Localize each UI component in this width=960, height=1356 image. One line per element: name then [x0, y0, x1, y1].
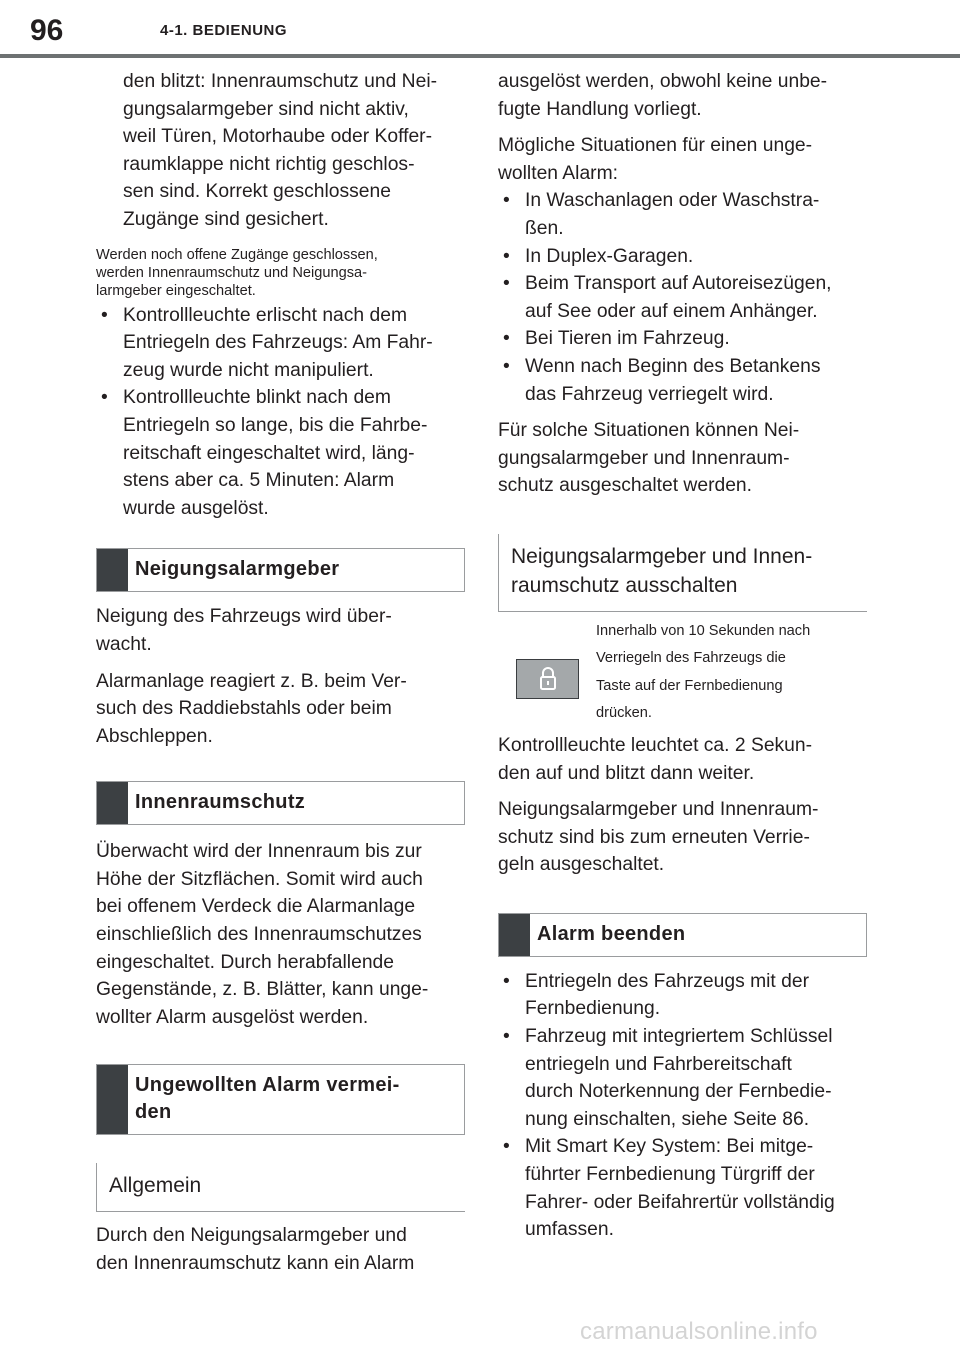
text-line: umfassen.	[525, 1219, 614, 1241]
text-line: Für solche Situationen können Nei-	[498, 420, 800, 442]
list-item	[498, 325, 870, 353]
text-line: Kontrollleuchte leuchtet ca. 2 Sekun-	[498, 734, 813, 756]
section-heading-tilt-alarm	[96, 548, 465, 592]
section-heading-avoid-alarm	[96, 1064, 465, 1135]
subsection-heading-disable	[498, 534, 867, 612]
text-line: weil Türen, Motorhaube oder Koffer-	[123, 126, 433, 148]
text-line: • Entriegeln des Fahrzeugs mit der	[525, 970, 810, 992]
section-title	[97, 1065, 464, 1134]
interior-paragraph	[96, 838, 468, 1031]
text-line: • Fahrzeug mit integriertem Schlüssel	[525, 1026, 833, 1048]
lock-instruction-text	[596, 618, 868, 728]
title-line: den	[135, 1101, 172, 1124]
list-item	[498, 1023, 870, 1133]
avoid-paragraph	[96, 1222, 468, 1277]
text-line: gungsalarmgeber sind nicht aktiv,	[123, 98, 409, 120]
text-line: schutz ausgeschaltet werden.	[498, 475, 753, 497]
intro-paragraph	[96, 68, 468, 234]
text-line: zeug wurde nicht manipuliert.	[123, 359, 374, 381]
list-item	[498, 270, 870, 325]
text-line: Abschleppen.	[96, 725, 213, 747]
list-item	[96, 302, 468, 385]
note-paragraph	[96, 246, 468, 300]
text-line: gungsalarmgeber und Innenraum-	[498, 447, 790, 469]
text-line: • Mit Smart Key System: Bei mitge-	[525, 1136, 814, 1158]
text-line: den blitzt: Innenraumschutz und Nei-	[123, 71, 438, 92]
remote-lock-button	[516, 659, 579, 699]
list-item	[498, 353, 870, 408]
text-line: Entriegeln so lange, bis die Fahrbe-	[123, 414, 428, 436]
text-line: geln ausgeschaltet.	[498, 854, 665, 876]
text-line: bei offenem Verdeck die Alarmanlage	[96, 896, 416, 918]
text-line: Mögliche Situationen für einen unge-	[498, 135, 813, 157]
left-column	[96, 68, 468, 1278]
right-paragraph-2	[498, 132, 870, 187]
watermark: carmanualsonline.info	[580, 1318, 818, 1345]
lock-icon	[539, 667, 557, 691]
text-line: fugte Handlung vorliegt.	[498, 98, 702, 120]
list-item	[498, 1133, 870, 1243]
text-line: Alarmanlage reagiert z. B. beim Ver-	[96, 670, 407, 692]
text-line: • Bei Tieren im Fahrzeug.	[525, 328, 730, 350]
text-line: Innerhalb von 10 Sekunden nach	[596, 622, 811, 639]
text-line: Entriegeln des Fahrzeugs: Am Fahr-	[123, 332, 433, 354]
text-line: Verriegeln des Fahrzeugs die	[596, 650, 786, 667]
section-bar	[97, 549, 128, 591]
section-heading-end-alarm	[498, 913, 867, 957]
text-line: such des Raddiebstahls oder beim	[96, 698, 392, 720]
text-line: den Innenraumschutz kann ein Alarm	[96, 1253, 415, 1275]
text-line: wollten Alarm:	[498, 162, 619, 184]
page-header	[0, 0, 960, 58]
title-line: Ungewollten Alarm vermei-	[135, 1074, 400, 1097]
right-column	[498, 68, 870, 1244]
text-line: entriegeln und Fahrbereitschaft	[525, 1053, 792, 1075]
text-line: Neigung des Fahrzeugs wird über-	[96, 606, 392, 628]
text-line: Neigungsalarmgeber und Innenraum-	[498, 799, 819, 821]
list-item	[498, 187, 870, 242]
text-line: Zugänge sind gesichert.	[123, 208, 329, 230]
right-paragraph-3	[498, 417, 870, 500]
text-line: Höhe der Sitzflächen. Somit wird auch	[96, 868, 423, 890]
text-line: Taste auf der Fernbedienung	[596, 677, 783, 694]
end-alarm-bullet-list	[498, 968, 870, 1244]
text-line: schutz sind bis zum erneuten Verrie-	[498, 826, 810, 848]
text-line: einschließlich des Innenraumschutzes	[96, 924, 422, 946]
text-line: • Wenn nach Beginn des Betankens	[525, 355, 821, 377]
title-line: Neigungsalarmgeber und Innen-	[511, 544, 813, 568]
text-line: wollter Alarm ausgelöst werden.	[96, 1006, 369, 1028]
text-line: stens aber ca. 5 Minuten: Alarm	[123, 470, 395, 492]
subsection-title: Allgemein	[109, 1174, 202, 1198]
text-line: • In Waschanlagen oder Waschstra-	[525, 190, 820, 212]
note-line: werden Innenraumschutz und Neigungsa-	[96, 264, 367, 281]
text-line: den auf und blitzt dann weiter.	[498, 762, 755, 784]
section-bar	[499, 914, 530, 956]
text-line: sen sind. Korrekt geschlossene	[123, 181, 391, 203]
text-line: wurde ausgelöst.	[123, 497, 269, 519]
text-line: Gegenstände, z. B. Blätter, kann unge-	[96, 979, 429, 1001]
subsection-title	[499, 534, 867, 611]
section-bar	[97, 782, 128, 824]
text-line: wacht.	[96, 633, 152, 655]
situations-bullet-list	[498, 187, 870, 408]
text-line: • Kontrollleuchte erlischt nach dem	[123, 304, 408, 326]
text-line: das Fahrzeug verriegelt wird.	[525, 383, 774, 405]
text-line: drücken.	[596, 705, 652, 722]
text-line: Fahrer- oder Beifahrertür vollständig	[525, 1191, 835, 1213]
text-line: auf See oder auf einem Anhänger.	[525, 300, 818, 322]
text-line: ßen.	[525, 217, 564, 239]
list-item	[96, 384, 468, 522]
text-line: • Beim Transport auf Autoreisezügen,	[525, 273, 832, 295]
note-line: Werden noch offene Zugänge geschlossen,	[96, 246, 378, 263]
title-line: raumschutz ausschalten	[511, 573, 738, 597]
text-line: reitschaft eingeschaltet wird, läng-	[123, 442, 415, 464]
text-line: Durch den Neigungsalarmgeber und	[96, 1225, 407, 1247]
lock-instruction	[498, 612, 870, 732]
tilt-paragraph-2	[96, 668, 468, 751]
subsection-heading-general	[96, 1163, 465, 1212]
text-line: • In Duplex-Garagen.	[525, 245, 694, 267]
chapter-title: 4-1. BEDIENUNG	[160, 22, 288, 39]
text-line: führter Fernbedienung Türgriff der	[525, 1164, 815, 1186]
right-paragraph-4	[498, 732, 870, 787]
text-line: nung einschalten, siehe Seite 86.	[525, 1108, 810, 1130]
tilt-paragraph-1	[96, 603, 468, 658]
text-line: Fernbedienung.	[525, 998, 661, 1020]
header-rule	[0, 54, 960, 58]
page-number: 96	[30, 14, 64, 47]
text-line: eingeschaltet. Durch herabfallende	[96, 951, 394, 973]
section-title: Neigungsalarmgeber	[135, 558, 340, 581]
right-paragraph-1	[498, 68, 870, 123]
list-item	[498, 243, 870, 271]
text-line: • Kontrollleuchte blinkt nach dem	[123, 387, 391, 409]
list-item	[498, 968, 870, 1023]
section-title: Alarm beenden	[537, 922, 686, 945]
section-bar	[97, 1065, 128, 1134]
section-title: Innenraumschutz	[135, 791, 306, 814]
text-line: raumklappe nicht richtig geschlos-	[123, 153, 415, 175]
right-paragraph-5	[498, 796, 870, 879]
text-line: durch Noterkennung der Fernbedie-	[525, 1081, 832, 1103]
section-heading-interior-protection	[96, 781, 465, 825]
text-line: ausgelöst werden, obwohl keine unbe-	[498, 71, 828, 92]
note-line: larmgeber eingeschaltet.	[96, 282, 256, 299]
indicator-bullet-list	[96, 302, 468, 523]
text-line: Überwacht wird der Innenraum bis zur	[96, 841, 422, 863]
